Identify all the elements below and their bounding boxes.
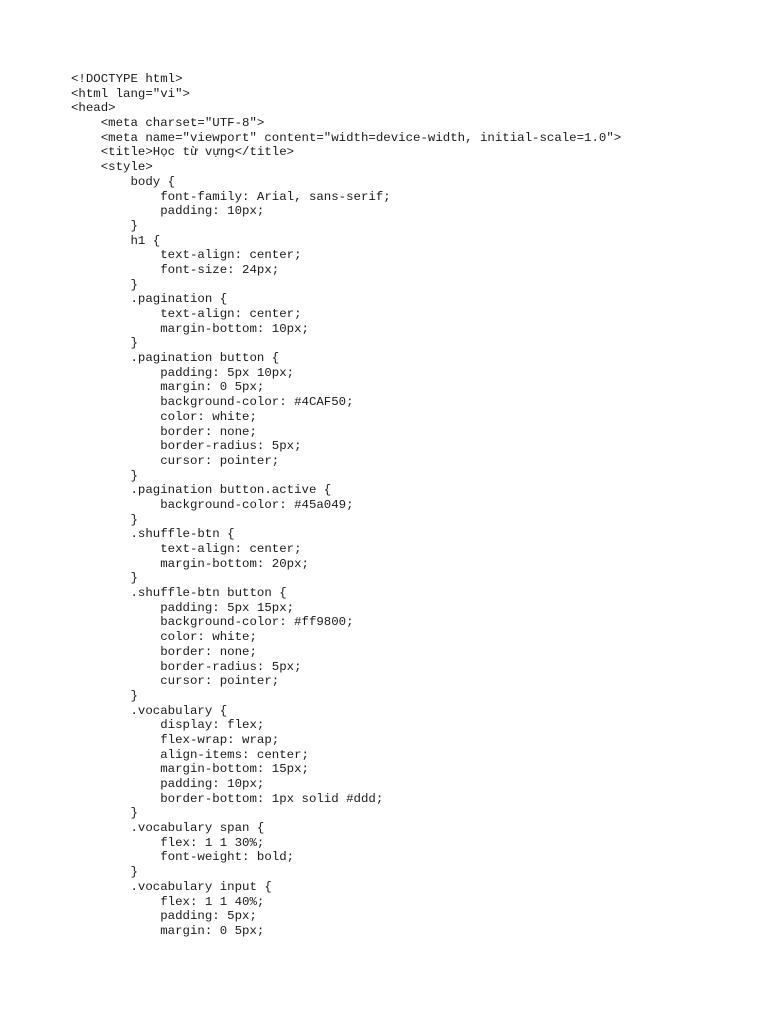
code-line: font-weight: bold; (71, 850, 295, 865)
code-line: .vocabulary input { (71, 879, 272, 894)
code-line: } (71, 336, 138, 351)
code-line: body { (71, 174, 176, 189)
code-line: .pagination button.active { (71, 483, 332, 498)
code-line: margin: 0 5px; (71, 923, 265, 938)
code-line: margin: 0 5px; (71, 380, 265, 395)
code-line: <head> (71, 101, 116, 116)
code-line: } (71, 865, 138, 880)
code-line: border-radius: 5px; (71, 659, 302, 674)
code-line: padding: 5px; (71, 909, 257, 924)
code-line: .shuffle-btn button { (71, 586, 287, 601)
code-line: } (71, 277, 138, 292)
code-line: <meta charset="UTF-8"> (71, 116, 265, 131)
code-line: flex: 1 1 40%; (71, 894, 265, 909)
code-line: } (71, 512, 138, 527)
code-line: padding: 10px; (71, 204, 265, 219)
code-line: margin-bottom: 10px; (71, 321, 309, 336)
code-line: text-align: center; (71, 542, 302, 556)
code-line: color: white; (71, 409, 257, 424)
code-line: <!DOCTYPE html> (71, 72, 183, 86)
code-line: } (71, 688, 138, 703)
code-line: border: none; (71, 424, 257, 439)
code-line: .vocabulary span { (71, 821, 265, 836)
code-line: .shuffle-btn { (71, 527, 235, 542)
code-line: background-color: #4CAF50; (71, 395, 354, 410)
code-line: padding: 5px 15px; (71, 600, 295, 615)
code-line: flex-wrap: wrap; (71, 732, 280, 747)
code-line: align-items: center; (71, 747, 309, 762)
code-line: padding: 5px 10px; (71, 365, 295, 380)
code-line: .pagination button { (71, 351, 280, 366)
code-line: <style> (71, 160, 153, 175)
code-line: text-align: center; (71, 307, 302, 321)
code-line: border-bottom: 1px solid #ddd; (71, 791, 384, 806)
code-line: font-size: 24px; (71, 262, 280, 277)
code-line: flex: 1 1 30%; (71, 835, 265, 850)
code-line: <meta name="viewport" content="width=device-width, initial-scale=1.0"> (71, 130, 622, 145)
code-line: border-radius: 5px; (71, 439, 302, 454)
code-block (71, 72, 621, 939)
code-line: text-align: center; (71, 248, 302, 263)
code-line: background-color: #ff9800; (71, 615, 354, 630)
code-line: margin-bottom: 20px; (71, 556, 309, 571)
code-line: } (71, 468, 138, 483)
code-line: .pagination { (71, 292, 228, 307)
code-line: cursor: pointer; (71, 674, 280, 689)
code-line: color: white; (71, 630, 257, 645)
code-line: display: flex; (71, 718, 265, 733)
code-line: h1 { (71, 233, 161, 248)
code-line: margin-bottom: 15px; (71, 762, 309, 777)
code-line: } (71, 218, 138, 233)
code-line: } (71, 806, 138, 821)
code-line: padding: 10px; (71, 777, 265, 791)
code-line: border: none; (71, 644, 257, 659)
code-line: font-family: Arial, sans-serif; (71, 189, 391, 204)
code-line: .vocabulary { (71, 703, 228, 718)
code-line: cursor: pointer; (71, 453, 280, 468)
code-line: background-color: #45a049; (71, 497, 354, 512)
code-line: <title>Học từ vựng</title> (71, 145, 295, 160)
code-line: } (71, 571, 138, 586)
code-line: <html lang="vi"> (71, 86, 190, 101)
